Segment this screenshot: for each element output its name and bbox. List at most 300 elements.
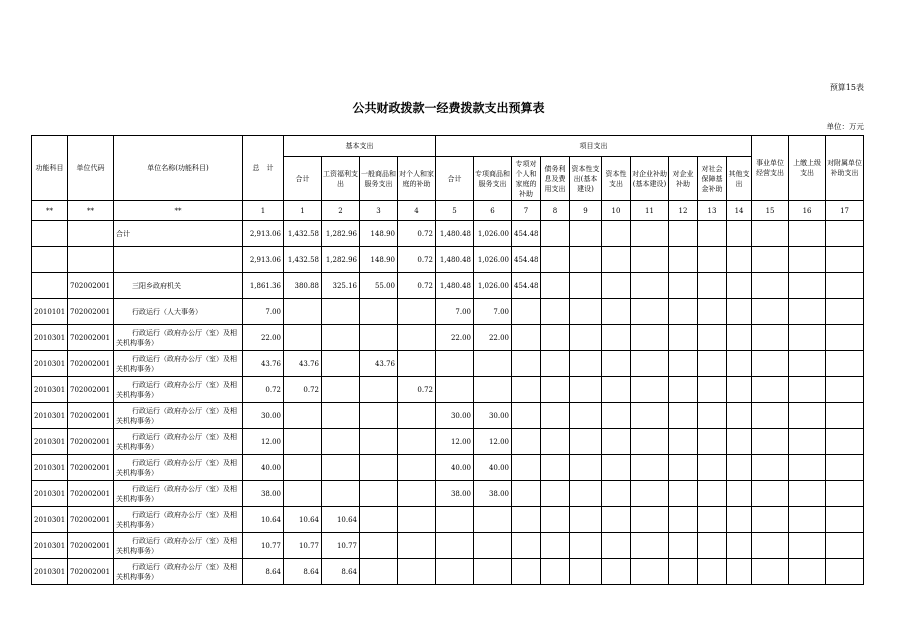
- table-row: [32, 559, 864, 585]
- value-cell: 2,913.06: [243, 247, 284, 273]
- index-cell: 2: [322, 201, 360, 221]
- value-cell: [541, 273, 570, 299]
- index-cell: 1: [243, 201, 284, 221]
- value-cell: 12.00: [436, 429, 474, 455]
- value-cell: 8.64: [322, 559, 360, 585]
- value-cell: [474, 559, 512, 585]
- value-cell: [727, 455, 752, 481]
- value-cell: [631, 481, 669, 507]
- value-cell: 325.16: [322, 273, 360, 299]
- unit-name-cell: [114, 481, 243, 507]
- unit-code-cell: 702002001: [68, 481, 114, 507]
- value-cell: [631, 325, 669, 351]
- value-cell: [752, 377, 789, 403]
- func-code-cell: [32, 273, 68, 299]
- value-cell: [602, 273, 631, 299]
- value-cell: [727, 273, 752, 299]
- value-cell: [602, 221, 631, 247]
- value-cell: [789, 507, 826, 533]
- unit-name-text: 行政运行（政府办公厅（室）及相关机构事务）: [116, 536, 237, 555]
- index-cell: 3: [360, 201, 398, 221]
- value-cell: [570, 455, 602, 481]
- value-cell: [512, 481, 541, 507]
- value-cell: [631, 377, 669, 403]
- value-cell: [631, 455, 669, 481]
- value-cell: [789, 559, 826, 585]
- value-cell: [826, 403, 864, 429]
- value-cell: [752, 273, 789, 299]
- value-cell: 10.77: [284, 533, 322, 559]
- unit-name-cell: [114, 455, 243, 481]
- value-cell: [789, 455, 826, 481]
- unit-name-text: 合计: [116, 229, 130, 238]
- value-cell: [284, 429, 322, 455]
- value-cell: [826, 429, 864, 455]
- value-cell: 454.48: [512, 273, 541, 299]
- value-cell: 0.72: [243, 377, 284, 403]
- value-cell: [570, 481, 602, 507]
- table-row: [32, 273, 864, 299]
- table-row: [32, 507, 864, 533]
- table-row: [32, 455, 864, 481]
- func-code-cell: 2010301: [32, 533, 68, 559]
- value-cell: [322, 299, 360, 325]
- value-cell: 7.00: [474, 299, 512, 325]
- value-cell: [541, 221, 570, 247]
- value-cell: [727, 221, 752, 247]
- unit-name-cell: [114, 325, 243, 351]
- value-cell: [826, 247, 864, 273]
- unit-code-cell: 702002001: [68, 429, 114, 455]
- value-cell: 10.77: [322, 533, 360, 559]
- value-cell: [669, 481, 698, 507]
- value-cell: [789, 247, 826, 273]
- value-cell: [541, 533, 570, 559]
- value-cell: [541, 247, 570, 273]
- value-cell: [436, 351, 474, 377]
- value-cell: [789, 429, 826, 455]
- value-cell: [752, 533, 789, 559]
- index-cell: 14: [727, 201, 752, 221]
- value-cell: 454.48: [512, 221, 541, 247]
- table-body: [32, 201, 864, 585]
- value-cell: 43.76: [284, 351, 322, 377]
- value-cell: [669, 221, 698, 247]
- func-code-cell: 2010301: [32, 403, 68, 429]
- unit-name-cell: [114, 559, 243, 585]
- value-cell: [727, 377, 752, 403]
- value-cell: [360, 403, 398, 429]
- unit-name-text: 行政运行（政府办公厅（室）及相关机构事务）: [116, 328, 237, 347]
- value-cell: [826, 481, 864, 507]
- value-cell: 0.72: [398, 377, 436, 403]
- value-cell: [752, 507, 789, 533]
- unit-name-cell: [114, 533, 243, 559]
- value-cell: [826, 455, 864, 481]
- value-cell: [698, 559, 727, 585]
- value-cell: [826, 559, 864, 585]
- value-cell: [631, 403, 669, 429]
- value-cell: [512, 559, 541, 585]
- value-cell: 380.88: [284, 273, 322, 299]
- value-cell: [789, 481, 826, 507]
- value-cell: [602, 377, 631, 403]
- table-row: [32, 377, 864, 403]
- table-row: [32, 299, 864, 325]
- index-cell: 12: [669, 201, 698, 221]
- value-cell: [398, 403, 436, 429]
- value-cell: [826, 351, 864, 377]
- value-cell: 38.00: [474, 481, 512, 507]
- value-cell: 40.00: [243, 455, 284, 481]
- value-cell: 38.00: [243, 481, 284, 507]
- unit-code-cell: 702002001: [68, 403, 114, 429]
- unit-code-cell: 702002001: [68, 533, 114, 559]
- value-cell: [727, 559, 752, 585]
- value-cell: [669, 247, 698, 273]
- value-cell: [474, 533, 512, 559]
- value-cell: [698, 351, 727, 377]
- value-cell: [698, 455, 727, 481]
- table-row: [32, 221, 864, 247]
- value-cell: [360, 325, 398, 351]
- value-cell: [698, 481, 727, 507]
- value-cell: [512, 507, 541, 533]
- table-row: [32, 429, 864, 455]
- value-cell: [512, 299, 541, 325]
- value-cell: 22.00: [436, 325, 474, 351]
- index-cell: 11: [631, 201, 669, 221]
- value-cell: [541, 455, 570, 481]
- value-cell: 148.90: [360, 221, 398, 247]
- unit-code-cell: 702002001: [68, 507, 114, 533]
- value-cell: [541, 429, 570, 455]
- value-cell: 40.00: [474, 455, 512, 481]
- value-cell: 1,480.48: [436, 273, 474, 299]
- value-cell: [698, 247, 727, 273]
- value-cell: [752, 429, 789, 455]
- value-cell: [398, 455, 436, 481]
- unit-code-cell: 702002001: [68, 559, 114, 585]
- value-cell: [436, 533, 474, 559]
- unit-name-text: 行政运行（人大事务）: [132, 307, 202, 316]
- value-cell: [602, 351, 631, 377]
- unit-name-cell: [114, 351, 243, 377]
- value-cell: [752, 455, 789, 481]
- value-cell: [541, 403, 570, 429]
- value-cell: [669, 533, 698, 559]
- header-basic-wage: 工资福利支出: [322, 157, 360, 201]
- value-cell: [752, 559, 789, 585]
- header-unit-code: 单位代码: [68, 136, 114, 201]
- func-code-cell: 2010301: [32, 559, 68, 585]
- value-cell: [360, 559, 398, 585]
- value-cell: [541, 507, 570, 533]
- value-cell: [727, 247, 752, 273]
- value-cell: 55.00: [360, 273, 398, 299]
- header-subsidiary: 对附属单位补助支出: [826, 136, 864, 201]
- value-cell: [570, 507, 602, 533]
- value-cell: [727, 481, 752, 507]
- value-cell: [631, 429, 669, 455]
- value-cell: [826, 507, 864, 533]
- value-cell: [512, 455, 541, 481]
- value-cell: 0.72: [398, 247, 436, 273]
- value-cell: [474, 507, 512, 533]
- value-cell: 1,026.00: [474, 247, 512, 273]
- value-cell: [789, 273, 826, 299]
- index-cell: **: [32, 201, 68, 221]
- header-project-capital: 资本性支出(基本建设): [570, 157, 602, 201]
- value-cell: [398, 533, 436, 559]
- value-cell: [360, 533, 398, 559]
- value-cell: [570, 533, 602, 559]
- value-cell: [727, 507, 752, 533]
- value-cell: [512, 403, 541, 429]
- unit-name-text: 行政运行（政府办公厅（室）及相关机构事务）: [116, 458, 237, 477]
- value-cell: [789, 221, 826, 247]
- header-business: 事业单位经营支出: [752, 136, 789, 201]
- value-cell: [436, 507, 474, 533]
- value-cell: 1,861.36: [243, 273, 284, 299]
- func-code-cell: [32, 247, 68, 273]
- index-cell: 8: [541, 201, 570, 221]
- value-cell: [360, 455, 398, 481]
- value-cell: [631, 533, 669, 559]
- value-cell: [398, 481, 436, 507]
- index-row: [32, 201, 864, 221]
- value-cell: [541, 299, 570, 325]
- value-cell: [752, 221, 789, 247]
- value-cell: 12.00: [243, 429, 284, 455]
- value-cell: [398, 351, 436, 377]
- value-cell: [474, 377, 512, 403]
- value-cell: 7.00: [436, 299, 474, 325]
- index-cell: 16: [789, 201, 826, 221]
- value-cell: [727, 299, 752, 325]
- value-cell: [602, 403, 631, 429]
- unit-name-cell: [114, 403, 243, 429]
- value-cell: 1,480.48: [436, 221, 474, 247]
- value-cell: 148.90: [360, 247, 398, 273]
- header-project-enterprise2: 对企业补助: [669, 157, 698, 201]
- value-cell: [284, 299, 322, 325]
- header-unit-name: 单位名称(功能科目): [114, 136, 243, 201]
- value-cell: [602, 481, 631, 507]
- value-cell: [322, 377, 360, 403]
- header-project-social: 对社会保障基金补助: [698, 157, 727, 201]
- index-cell: **: [68, 201, 114, 221]
- form-number: 预算15表: [829, 83, 864, 92]
- value-cell: [398, 507, 436, 533]
- header-project-goods: 专项商品和服务支出: [474, 157, 512, 201]
- value-cell: [727, 429, 752, 455]
- unit-name-text: 行政运行（政府办公厅（室）及相关机构事务）: [116, 380, 237, 399]
- header-project-total: 合计: [436, 157, 474, 201]
- table-row: [32, 247, 864, 273]
- value-cell: 38.00: [436, 481, 474, 507]
- value-cell: [474, 351, 512, 377]
- index-cell: 5: [436, 201, 474, 221]
- value-cell: 1,282.96: [322, 247, 360, 273]
- value-cell: [602, 429, 631, 455]
- value-cell: [631, 299, 669, 325]
- unit-name-cell: [114, 507, 243, 533]
- value-cell: [398, 299, 436, 325]
- header-basic-total: 合计: [284, 157, 322, 201]
- value-cell: [826, 533, 864, 559]
- index-cell: 10: [602, 201, 631, 221]
- index-cell: 1: [284, 201, 322, 221]
- value-cell: [826, 325, 864, 351]
- table-row: [32, 481, 864, 507]
- value-cell: [826, 221, 864, 247]
- unit-name-text: 行政运行（政府办公厅（室）及相关机构事务）: [116, 406, 237, 425]
- value-cell: 454.48: [512, 247, 541, 273]
- value-cell: [541, 481, 570, 507]
- value-cell: [789, 325, 826, 351]
- value-cell: [360, 377, 398, 403]
- value-cell: [669, 455, 698, 481]
- value-cell: [631, 351, 669, 377]
- value-cell: [727, 533, 752, 559]
- value-cell: 30.00: [474, 403, 512, 429]
- unit-name-cell: [114, 247, 243, 273]
- value-cell: [631, 507, 669, 533]
- header-basic-personal: 对个人和家庭的补助: [398, 157, 436, 201]
- unit-name-cell: [114, 273, 243, 299]
- header-func-code: 功能科目: [32, 136, 68, 201]
- unit-name-text: 行政运行（政府办公厅（室）及相关机构事务）: [116, 432, 237, 451]
- value-cell: [360, 481, 398, 507]
- unit-code-cell: 702002001: [68, 377, 114, 403]
- value-cell: 10.64: [322, 507, 360, 533]
- value-cell: [698, 507, 727, 533]
- value-cell: [669, 377, 698, 403]
- unit-code-cell: 702002001: [68, 299, 114, 325]
- value-cell: [752, 403, 789, 429]
- header-project-capital2: 资本性支出: [602, 157, 631, 201]
- unit-code-cell: 702002001: [68, 273, 114, 299]
- value-cell: 1,432.58: [284, 247, 322, 273]
- value-cell: [570, 325, 602, 351]
- header-basic: 基本支出: [284, 136, 436, 157]
- value-cell: 30.00: [243, 403, 284, 429]
- value-cell: [570, 221, 602, 247]
- value-cell: [752, 351, 789, 377]
- value-cell: 12.00: [474, 429, 512, 455]
- value-cell: [512, 325, 541, 351]
- value-cell: [698, 299, 727, 325]
- header-upper: 上缴上级支出: [789, 136, 826, 201]
- value-cell: [602, 325, 631, 351]
- value-cell: [826, 299, 864, 325]
- page-title: 公共财政拨款一经费拨款支出预算表: [352, 101, 545, 115]
- value-cell: [512, 351, 541, 377]
- value-cell: [360, 507, 398, 533]
- value-cell: 7.00: [243, 299, 284, 325]
- value-cell: 30.00: [436, 403, 474, 429]
- value-cell: [541, 559, 570, 585]
- value-cell: [631, 559, 669, 585]
- value-cell: [698, 533, 727, 559]
- value-cell: [360, 299, 398, 325]
- value-cell: [727, 351, 752, 377]
- func-code-cell: 2010301: [32, 455, 68, 481]
- value-cell: 10.77: [243, 533, 284, 559]
- value-cell: [512, 533, 541, 559]
- header-basic-goods: 一般商品和服务支出: [360, 157, 398, 201]
- value-cell: [789, 351, 826, 377]
- value-cell: 2,913.06: [243, 221, 284, 247]
- value-cell: [669, 507, 698, 533]
- unit-name-cell: [114, 299, 243, 325]
- index-cell: 6: [474, 201, 512, 221]
- value-cell: [752, 299, 789, 325]
- unit-name-text: 行政运行（政府办公厅（室）及相关机构事务）: [116, 562, 237, 581]
- value-cell: [322, 429, 360, 455]
- value-cell: [602, 559, 631, 585]
- value-cell: 1,026.00: [474, 273, 512, 299]
- value-cell: [512, 377, 541, 403]
- value-cell: [284, 403, 322, 429]
- value-cell: [669, 273, 698, 299]
- value-cell: 43.76: [243, 351, 284, 377]
- header-total: 总 计: [243, 136, 284, 201]
- value-cell: [602, 533, 631, 559]
- value-cell: 43.76: [360, 351, 398, 377]
- value-cell: [669, 325, 698, 351]
- value-cell: [698, 377, 727, 403]
- value-cell: [570, 351, 602, 377]
- value-cell: 8.64: [243, 559, 284, 585]
- value-cell: [602, 507, 631, 533]
- value-cell: 40.00: [436, 455, 474, 481]
- value-cell: [436, 377, 474, 403]
- unit-name-cell: [114, 377, 243, 403]
- value-cell: [669, 351, 698, 377]
- func-code-cell: 2010301: [32, 481, 68, 507]
- table-row: [32, 351, 864, 377]
- value-cell: [322, 351, 360, 377]
- value-cell: [322, 403, 360, 429]
- index-cell: 4: [398, 201, 436, 221]
- value-cell: [570, 377, 602, 403]
- value-cell: [570, 273, 602, 299]
- func-code-cell: 2010301: [32, 325, 68, 351]
- unit-code-cell: 702002001: [68, 351, 114, 377]
- value-cell: [698, 325, 727, 351]
- header-project-personal: 专项对个人和家庭的补助: [512, 157, 541, 201]
- value-cell: [322, 481, 360, 507]
- index-cell: 7: [512, 201, 541, 221]
- value-cell: [669, 429, 698, 455]
- value-cell: [322, 325, 360, 351]
- value-cell: [789, 533, 826, 559]
- value-cell: [512, 429, 541, 455]
- index-cell: 13: [698, 201, 727, 221]
- unit-code-cell: 702002001: [68, 325, 114, 351]
- header-project: 项目支出: [436, 136, 752, 157]
- func-code-cell: 2010301: [32, 377, 68, 403]
- index-cell: 17: [826, 201, 864, 221]
- value-cell: [570, 403, 602, 429]
- value-cell: [669, 559, 698, 585]
- unit-code-cell: [68, 247, 114, 273]
- value-cell: [398, 325, 436, 351]
- table-row: [32, 325, 864, 351]
- func-code-cell: 2010301: [32, 351, 68, 377]
